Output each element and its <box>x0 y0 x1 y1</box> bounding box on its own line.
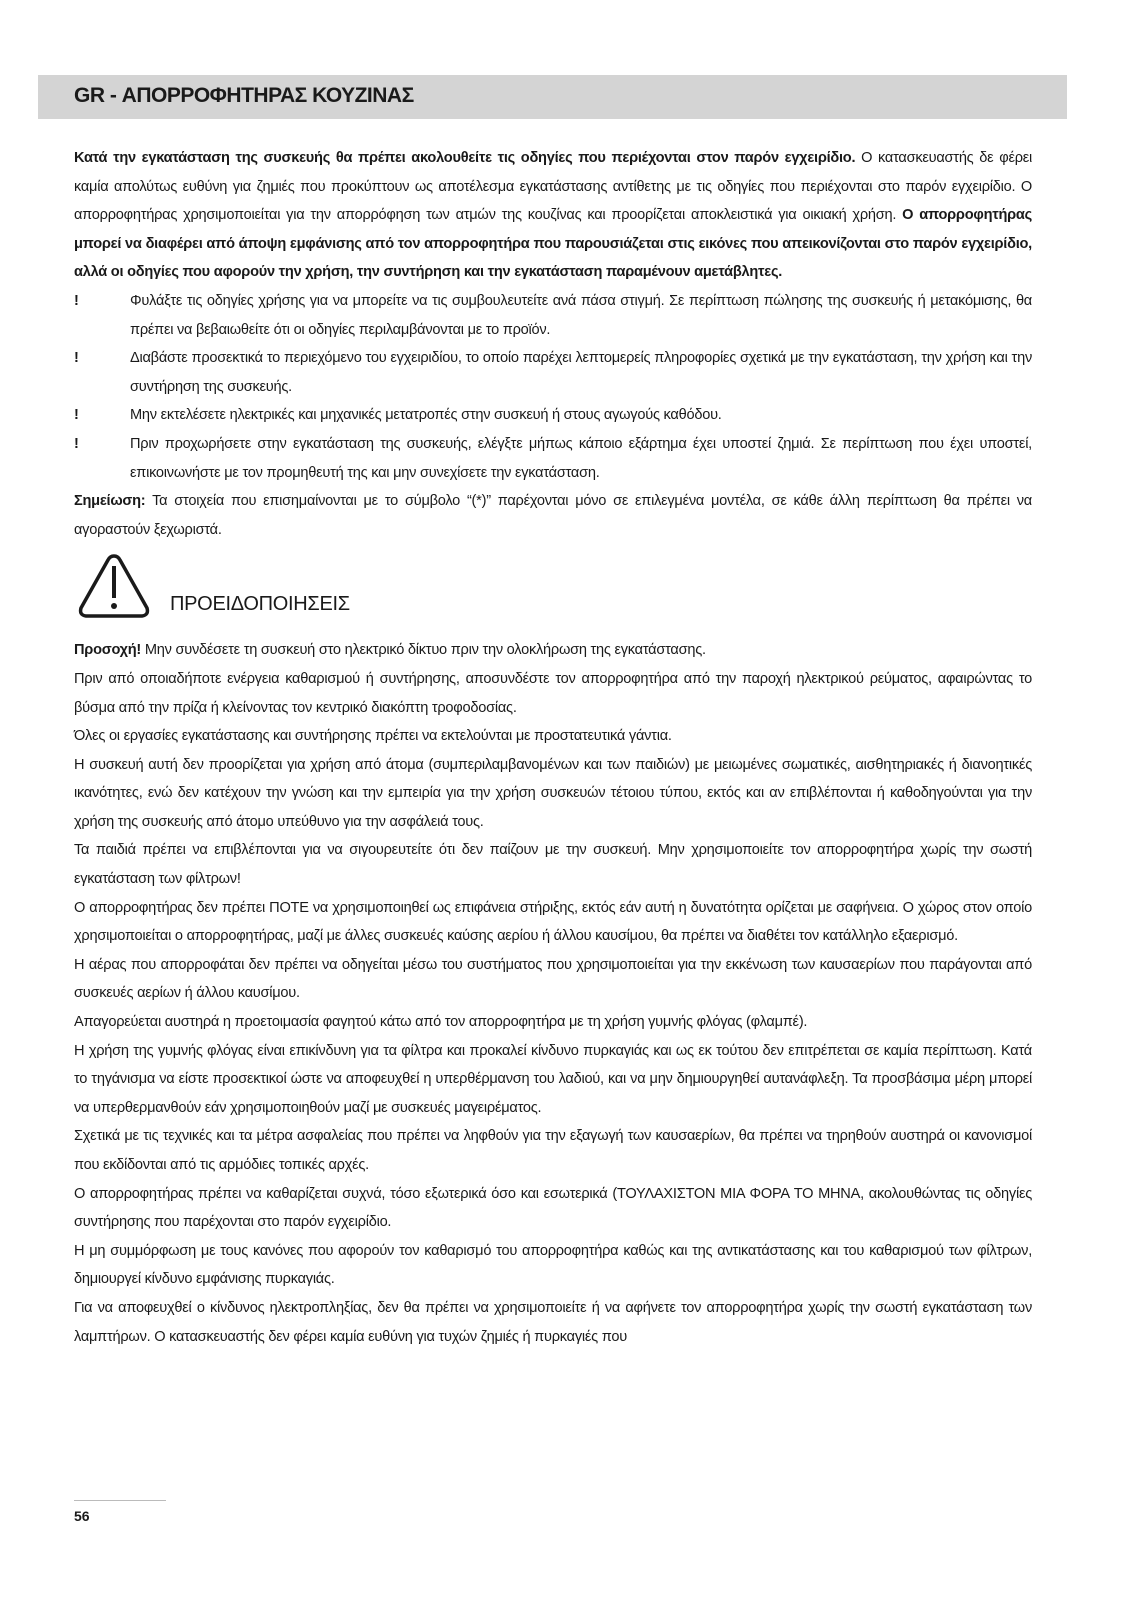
warning-paragraph: Τα παιδιά πρέπει να επιβλέπονται για να σιγουρευτείτε ότι δεν παίζουν με την συσκευή. Μην χρησιμοποιείτε τον απορροφητήρα χωρίς την σωστή εγκατάσταση των φίλτρων! <box>74 842 1032 888</box>
page-title: GR - ΑΠΟΡΡΟΦΗΤΗΡΑΣ ΚΟΥΖΙΝΑΣ <box>74 84 414 107</box>
document-body <box>74 144 1032 1351</box>
attention-paragraph <box>74 636 1032 665</box>
warning-paragraph: Όλες οι εργασίες εγκατάστασης και συντήρησης πρέπει να εκτελούνται με προστατευτικά γάντια. <box>74 728 672 745</box>
intro-lead: Κατά την εγκατάσταση της συσκευής θα πρέπει ακολουθείτε τις οδηγίες που περιέχονται στον παρόν εγχειρίδιο. <box>74 150 856 166</box>
bullet-item <box>74 287 1032 344</box>
exclamation-mark: ! <box>74 292 79 309</box>
warnings-heading: ΠΡΟΕΙΔΟΠΟΙΗΣΕΙΣ <box>170 593 350 616</box>
warning-paragraph: Ο απορροφητήρας πρέπει να καθαρίζεται συχνά, τόσο εξωτερικά όσο και εσωτερικά (ΤΟΥΛΑΧΙΣΤΟΝ ΜΙΑ ΦΟΡΑ ΤΟ ΜΗΝΑ, ακολουθώντας τις οδηγίες συντήρησης που παρέχονται στο παρόν εγχειρίδιο. <box>74 1185 1032 1231</box>
attention-text: Μην συνδέσετε τη συσκευή στο ηλεκτρικό δίκτυο πριν την ολοκλήρωση της εγκατάστασης. <box>141 642 706 659</box>
warning-paragraph: Η μη συμμόρφωση με τους κανόνες που αφορούν τον καθαρισμό του απορροφητήρα καθώς και της αντικατάστασης και του καθαρισμού των φίλτρων, δημιουργεί κίνδυνο εμφάνισης πυρκαγιάς. <box>74 1242 1032 1288</box>
intro-paragraph <box>74 144 1032 287</box>
bullet-text: Διαβάστε προσεκτικά το περιεχόμενο του εγχειριδίου, το οποίο παρέχει λεπτομερείς πληροφορίες σχετικά με την εγκατάσταση, την χρήση και την συντήρηση της συσκευής. <box>130 350 1032 395</box>
warning-paragraph: Για να αποφευχθεί ο κίνδυνος ηλεκτροπληξίας, δεν θα πρέπει να χρησιμοποιείτε ή να αφήνετε τον απορροφητήρα χωρίς την σωστή εγκατάσταση των λαμπτήρων. Ο κατασκευαστής δεν φέρει καμία ευθύνη για τυχών ζημιές ή πυρκαγιές που <box>74 1299 1032 1345</box>
warnings-heading-row <box>74 548 1032 636</box>
section-title-bar <box>38 75 1067 119</box>
bullet-text: Μην εκτελέσετε ηλεκτρικές και μηχανικές μετατροπές στην συσκευή ή στους αγωγούς καθόδου. <box>130 407 722 424</box>
warning-paragraph: Η συσκευή αυτή δεν προορίζεται για χρήση από άτομα (συμπεριλαμβανομένων και των παιδιών) με μειωμένες σωματικές, αισθητηριακές ή διανοητικές ικανότητες, ενώ δεν κατέχουν την γνώση και την εμπειρία για την χρήση συσκευών τέτοιου τύπου, εκτός και αν επιβλέπονται ή καθοδηγούνται για την χρήση της συσκευής από άτομο υπεύθυνο για την ασφάλειά τους. <box>74 756 1032 830</box>
exclamation-mark: ! <box>74 435 79 452</box>
intro-tail: Ο απορροφητήρας μπορεί να διαφέρει από άποψη εμφάνισης από τον απορροφητήρα που παρουσιάζεται στις εικόνες που απεικονίζονται στο παρόν εγχειρίδιο, αλλά οι οδηγίες που αφορούν την χρήση, την συντήρηση και την εγκατάσταση παραμένουν αμετάβλητες. <box>74 207 1032 281</box>
bullet-item <box>74 344 1032 401</box>
footer-divider <box>74 1500 166 1501</box>
warning-paragraph: Ο απορροφητήρας δεν πρέπει ΠΟΤΕ να χρησιμοποιηθεί ως επιφάνεια στήριξης, εκτός εάν αυτή η δυνατότητα ορίζεται με σαφήνεια. Ο χώρος στον οποίο χρησιμοποιείται ο απορροφητήρας, μαζί με άλλες συσκευές καύσης αερίου ή άλλου καυσίμου, θα πρέπει να διαθέτει τον κατάλληλο εξαερισμό. <box>74 899 1032 945</box>
note-label: Σημείωση: <box>74 493 146 510</box>
page-number: 56 <box>74 1508 90 1524</box>
exclamation-mark: ! <box>74 407 79 424</box>
warning-paragraph: Η χρήση της γυμνής φλόγας είναι επικίνδυνη για τα φίλτρα και προκαλεί κίνδυνο πυρκαγιάς και ως εκ τούτου δεν επιτρέπεται σε καμία περίπτωση. Κατά το τηγάνισμα να είστε προσεκτικοί ώστε να αποφευχθεί η υπερθέρμανση του λαδιού, και να μην δημιουργηθεί αυτανάφλεξη. Τα προσβάσιμα μέρη μπορεί να υπερθερμανθούν εάν χρησιμοποιηθούν μαζί με συσκευές μαγειρέματος. <box>74 1042 1032 1116</box>
exclamation-mark: ! <box>74 350 79 367</box>
warning-paragraph: Απαγορεύεται αυστηρά η προετοιμασία φαγητού κάτω από τον απορροφητήρα με τη χρήση γυμνής φλόγας (φλαμπέ). <box>74 1014 808 1031</box>
warning-paragraph: Η αέρας που απορροφάται δεν πρέπει να οδηγείται μέσω του συστήματος που χρησιμοποιείται για την εκκένωση των καυσαερίων που παράγονται από συσκευές αερίων ή άλλου καυσίμου. <box>74 956 1032 1002</box>
bullet-text: Πριν προχωρήσετε στην εγκατάσταση της συσκευής, ελέγξτε μήπως κάποιο εξάρτημα έχει υποστεί ζημιά. Σε περίπτωση που έχει υποστεί, επικοινωνήστε με τον προμηθευτή της και μην συνεχίσετε την εγκατάσταση. <box>130 435 1032 481</box>
bullet-item <box>74 401 1032 430</box>
intro-text: Ο κατασκευαστής δε φέρει καμία απολύτως ευθύνη για ζημιές που προκύπτουν ως αποτέλεσμα εγκατάστασης αντίθετης με τις οδηγίες που περιέχονται στο παρόν εγχειρίδιο. Ο απορροφητήρας χρησιμοποιείται για την απορρόφηση των ατμών της κουζίνας και προορίζεται αποκλειστικά για οικιακή χρήση. <box>74 150 1032 224</box>
note-text: Τα στοιχεία που επισημαίνονται με το σύμβολο “(*)” παρέχονται μόνο σε επιλεγμένα μοντέλα, σε κάθε άλλη περίπτωση θα πρέπει να αγοραστούν ξεχωριστά. <box>74 493 1032 538</box>
warning-triangle-icon <box>76 552 152 620</box>
note-paragraph <box>74 487 1032 544</box>
warning-paragraph: Πριν από οποιαδήποτε ενέργεια καθαρισμού ή συντήρησης, αποσυνδέστε τον απορροφητήρα από την παροχή ηλεκτρικού ρεύματος, αφαιρώντας το βύσμα από την πρίζα ή κλείνοντας τον κεντρικό διακόπτη τροφοδοσίας. <box>74 670 1032 716</box>
bullet-item <box>74 430 1032 487</box>
warning-paragraph: Σχετικά με τις τεχνικές και τα μέτρα ασφαλείας που πρέπει να ληφθούν για την εξαγωγή των καυσαερίων, θα πρέπει να τηρηθούν αυστηρά οι κανονισμοί που εκδίδονται από τις αρμόδιες τοπικές αρχές. <box>74 1128 1032 1173</box>
attention-label: Προσοχή! <box>74 642 142 659</box>
bullet-text: Φυλάξτε τις οδηγίες χρήσης για να μπορείτε να τις συμβουλευτείτε ανά πάσα στιγμή. Σε περίπτωση πώλησης της συσκευής ή μετακόμισης, θα πρέπει να βεβαιωθείτε ότι οι οδηγίες περιλαμβάνονται με το προϊόν. <box>130 292 1032 338</box>
